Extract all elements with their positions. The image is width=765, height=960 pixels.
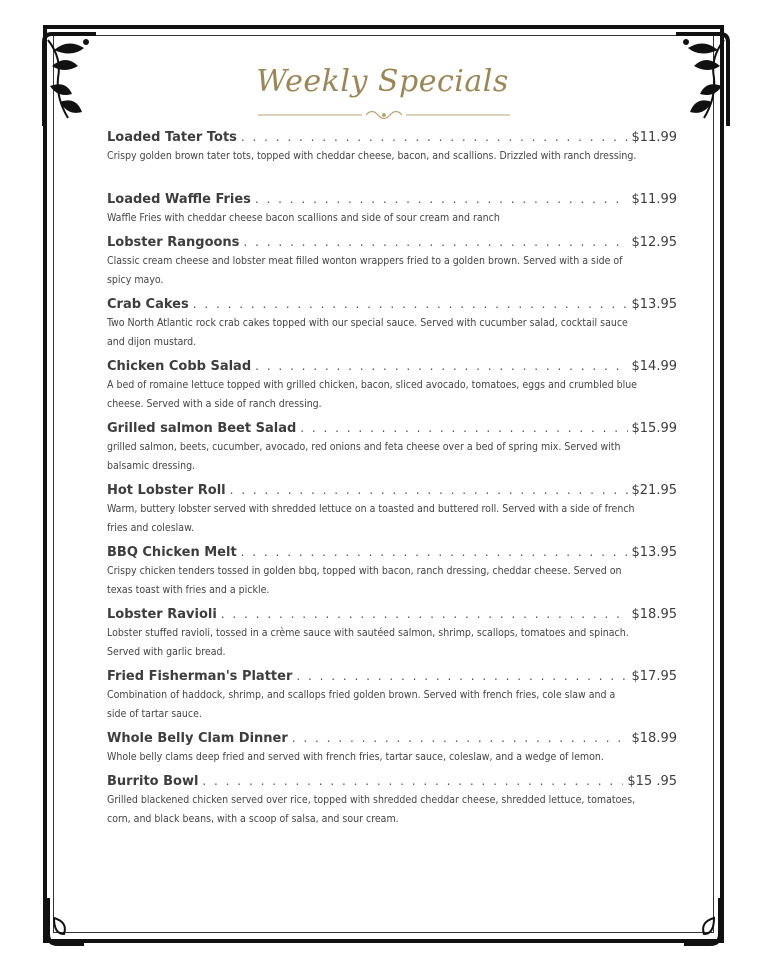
menu-item <box>107 189 677 232</box>
menu-item-name: Loaded Tater Tots <box>107 130 237 145</box>
corner-scroll-ornament-icon <box>682 898 724 948</box>
menu-item-price: $15 .95 <box>627 774 677 789</box>
menu-item-header <box>107 480 677 500</box>
dot-leader <box>230 480 628 500</box>
menu-item-price: $21.95 <box>631 483 677 498</box>
menu-item-name: Lobster Rangoons <box>107 235 240 250</box>
dot-leader <box>255 189 628 209</box>
menu-item-name: Whole Belly Clam Dinner <box>107 731 288 746</box>
menu-item-price: $13.95 <box>631 545 677 560</box>
menu-item-price: $11.99 <box>631 130 677 145</box>
menu-item <box>107 771 677 833</box>
dot-leader <box>202 771 623 791</box>
menu-list <box>107 127 677 833</box>
menu-item-name: Grilled salmon Beet Salad <box>107 421 297 436</box>
menu-item-name: Burrito Bowl <box>107 774 199 789</box>
menu-item-name: Lobster Ravioli <box>107 607 217 622</box>
menu-item-price: $13.95 <box>631 297 677 312</box>
menu-item-description: Crispy chicken tenders tossed in golden bbq, topped with bacon, ranch dressing, cheddar cheese. Served on texas toast with fries and a pickle. <box>107 565 622 596</box>
menu-item-description: Whole belly clams deep fried and served with french fries, tartar sauce, coleslaw, and a wedge of lemon. <box>107 751 604 763</box>
menu-item-price: $12.95 <box>631 235 677 250</box>
menu-item-name: Chicken Cobb Salad <box>107 359 252 374</box>
menu-item-header <box>107 127 677 147</box>
menu-item <box>107 418 677 480</box>
page-title: Weekly Specials <box>256 64 509 99</box>
menu-item-header <box>107 604 677 624</box>
menu-item-price: $17.95 <box>631 669 677 684</box>
dot-leader <box>193 294 628 314</box>
menu-item-name: Loaded Waffle Fries <box>107 192 251 207</box>
dot-leader <box>300 418 627 438</box>
menu-item-header <box>107 666 677 686</box>
menu-item <box>107 604 677 666</box>
menu-item-name: Fried Fisherman's Platter <box>107 669 293 684</box>
menu-item-header <box>107 189 677 209</box>
dot-leader <box>255 356 627 376</box>
menu-item-price: $15.99 <box>631 421 677 436</box>
dot-leader <box>296 666 627 686</box>
menu-item-description: Crispy golden brown tater tots, topped with cheddar cheese, bacon, and scallions. Drizzled with ranch dressing. <box>107 150 637 162</box>
menu-item-price: $14.99 <box>631 359 677 374</box>
menu-item-description: Grilled blackened chicken served over rice, topped with shredded cheddar cheese, shredded lettuce, tomatoes, corn, and black beans, with a scoop of salsa, and sour cream. <box>107 794 636 825</box>
menu-item-header <box>107 356 677 376</box>
menu-item-description: A bed of romaine lettuce topped with grilled chicken, bacon, sliced avocado, tomatoes, eggs and crumbled blue cheese. Served with a side of ranch dressing. <box>107 379 637 410</box>
menu-item-header <box>107 542 677 562</box>
menu-item-description: Classic cream cheese and lobster meat filled wonton wrappers fried to a golden brown. Served with a side of spicy mayo. <box>107 255 623 286</box>
menu-item-description: Combination of haddock, shrimp, and scallops fried golden brown. Served with french fries, cole slaw and a side of tartar sauce. <box>107 689 616 720</box>
menu-item <box>107 542 677 604</box>
menu-item-description: Waffle Fries with cheddar cheese bacon scallions and side of sour cream and ranch <box>107 212 500 224</box>
menu-item-name: BBQ Chicken Melt <box>107 545 237 560</box>
menu-item-price: $18.95 <box>631 607 677 622</box>
dot-leader <box>221 604 628 624</box>
menu-item <box>107 728 677 771</box>
dot-leader <box>241 127 628 147</box>
menu-item <box>107 127 677 189</box>
menu-item-price: $11.99 <box>631 192 677 207</box>
corner-scroll-ornament-icon <box>44 898 86 948</box>
menu-item-description: grilled salmon, beets, cucumber, avocado, red onions and feta cheese over a bed of spring mix. Served with balsamic dressing. <box>107 441 621 472</box>
menu-item <box>107 480 677 542</box>
menu-item-price: $18.99 <box>631 731 677 746</box>
menu-item <box>107 294 677 356</box>
menu-item-header <box>107 771 677 791</box>
menu-item <box>107 356 677 418</box>
menu-item <box>107 666 677 728</box>
menu-item-name: Hot Lobster Roll <box>107 483 226 498</box>
menu-item <box>107 232 677 294</box>
dot-leader <box>292 728 628 748</box>
menu-item-header <box>107 232 677 252</box>
dot-leader <box>241 542 628 562</box>
menu-item-name: Crab Cakes <box>107 297 189 312</box>
menu-item-description: Two North Atlantic rock crab cakes topped with our special sauce. Served with cucumber salad, cocktail sauce and dijon mustard. <box>107 317 628 348</box>
menu-item-header <box>107 728 677 748</box>
menu-item-header <box>107 418 677 438</box>
dot-leader <box>243 232 627 252</box>
menu-item-header <box>107 294 677 314</box>
menu-item-description: Warm, buttery lobster served with shredded lettuce on a toasted and buttered roll. Served with a side of french fries and coleslaw. <box>107 503 635 534</box>
menu-item-description: Lobster stuffed ravioli, tossed in a crème sauce with sautéed salmon, shrimp, scallops, tomatoes and spinach. Served with garlic bread. <box>107 627 629 658</box>
title-flourish-icon <box>258 106 510 124</box>
